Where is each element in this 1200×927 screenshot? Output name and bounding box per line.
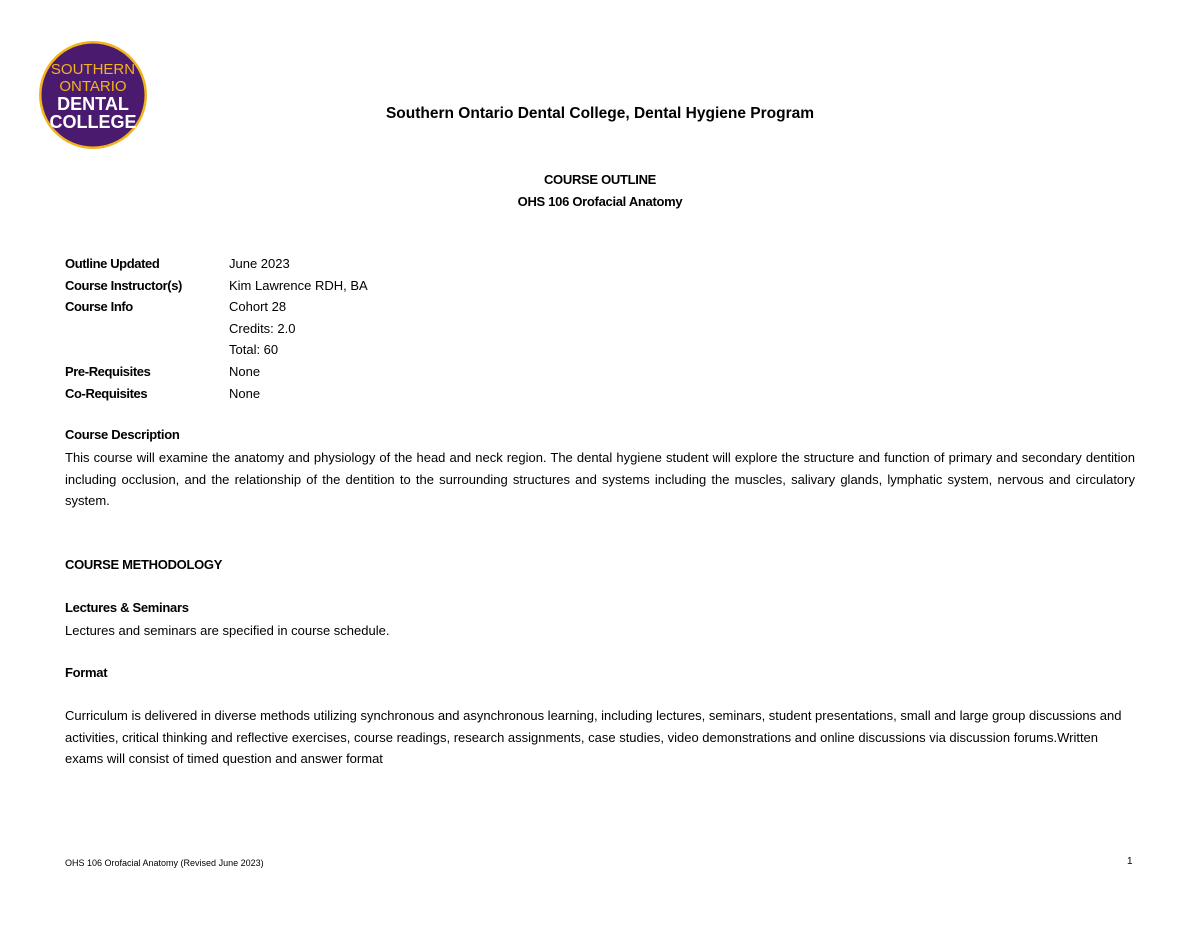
info-label: Course Instructor(s)	[65, 277, 182, 293]
info-value: None	[229, 385, 261, 401]
lectures-seminars-heading: Lectures & Seminars	[65, 600, 189, 615]
info-label: Outline Updated	[65, 256, 160, 271]
college-logo	[38, 40, 148, 150]
document-title: Southern Ontario Dental College, Dental Hygiene Program	[385, 105, 815, 122]
logo-text-ontario: ONTARIO	[59, 78, 127, 95]
info-value: None	[229, 363, 261, 379]
course-outline-label: COURSE OUTLINE	[543, 172, 657, 187]
info-label: Pre-Requisites	[65, 363, 151, 379]
info-label: Co-Requisites	[65, 385, 148, 401]
outline-heading	[0, 169, 1200, 213]
course-description-text: This course will examine the anatomy and physiology of the head and neck region. The dental hygiene student will explore the structure and function of primary and secondary dentition including occlusion, and the relationship of the dentition to the surrounding structures and systems including the muscles, salivary glands, lymphatic system, nervous and circulatory system.	[65, 450, 1135, 509]
info-value: June 2023	[229, 256, 290, 271]
page-number: 1	[1127, 856, 1133, 867]
info-label: Course Info	[65, 299, 133, 315]
course-name: OHS 106 Orofacial Anatomy	[517, 194, 683, 209]
info-value: Kim Lawrence RDH, BA	[229, 277, 368, 293]
info-value: Credits: 2.0	[229, 320, 296, 336]
logo-text-dental: DENTAL	[57, 94, 129, 114]
course-description-heading: Course Description	[65, 427, 180, 442]
format-heading: Format	[65, 665, 108, 680]
footer-course-label: OHS 106 Orofacial Anatomy (Revised June 2023)	[65, 858, 264, 868]
info-value: Total: 60	[229, 342, 279, 358]
course-methodology-heading: COURSE METHODOLOGY	[65, 557, 223, 572]
format-text: Curriculum is delivered in diverse methods utilizing synchronous and asynchronous learning, including lectures, seminars, student presentations, small and large group discussions and activities, critical thinking and reflective exercises, course readings, research assignments, case studies, video demonstrations and online discussions via discussion forums.Written exams will consist of timed question and answer format	[65, 708, 1122, 767]
info-value: Cohort 28	[229, 299, 287, 315]
lectures-seminars-text: Lectures and seminars are specified in course schedule.	[65, 623, 390, 638]
logo-text-southern: SOUTHERN	[50, 61, 136, 78]
logo-text-college: COLLEGE	[49, 112, 137, 132]
